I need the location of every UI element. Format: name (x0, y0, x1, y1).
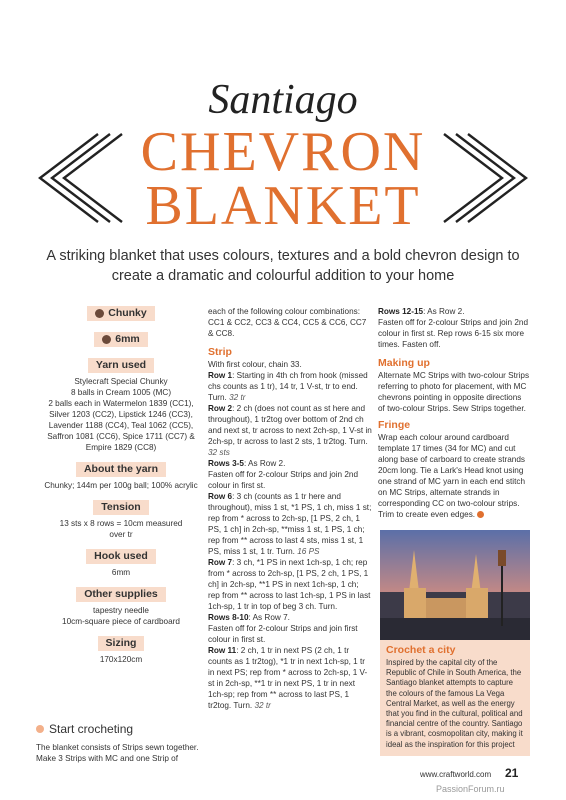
pattern-row (208, 623, 372, 645)
start-text: The blanket consists of Strips sewn together. Make 3 Strips with MC and one Strip of (36, 743, 199, 763)
yarn-used-heading: Yarn used (88, 358, 154, 373)
sizing-heading: Sizing (98, 636, 145, 651)
column-2 (208, 306, 372, 711)
tension-heading: Tension (93, 500, 148, 515)
yarn-used-line: Lavender 1188 (CC4), Teal 1062 (CC5), (48, 421, 194, 430)
start-heading: Start crocheting (49, 722, 134, 736)
city-box (380, 530, 530, 756)
row-count: 32 sts (208, 448, 230, 457)
box-text: Inspired by the capital city of the Republic of Chile in South America, the Santiago blanket attempts to capture the colours of the famous La Vega Central Market, as well as the energy that you find in the cultural, political and financial centre of the country. Santiago is a vibrant, cosmopolitan city, making it ideal as the inspiration for this project (386, 658, 523, 749)
sidebar (36, 306, 206, 665)
weight-pill (87, 306, 155, 321)
fringe-text: Wrap each colour around cardboard template 17 times (34 for MC) and cut along base of carboard to create strands 20cm long. Tie a Lark's Head knot using one strand of MC yarn in each end stitch on MC Strips, alternate strands in corresponding CC on two-colour strips. Trim to create even edges. (378, 433, 526, 519)
row-label: Rows 3-5 (208, 459, 244, 468)
intro-text: A striking blanket that uses colours, textures and a bold chevron design to create a dramatic and colourful addition to your home (46, 248, 520, 284)
making-up-heading: Making up (378, 357, 430, 369)
page-number: 21 (505, 766, 519, 780)
hook-size-label: 6mm (115, 333, 140, 345)
supplies-line: 10cm-square piece of cardboard (62, 617, 180, 626)
pattern-row (208, 557, 372, 612)
yarn-used-line: 8 balls in Cream 1005 (MC) (70, 388, 172, 397)
title-script: Santiago (208, 77, 358, 123)
pattern-row (208, 612, 372, 623)
right-chevron-icon (442, 128, 538, 228)
weight-label: Chunky (108, 307, 147, 319)
row-text: : Starting in 4th ch from hook (missed chs counts as 1 tr), 14 tr, 1 V-st, tr to end. Turn. (208, 371, 368, 402)
yarn-ball-icon (95, 309, 104, 318)
yarn-used-line: Empire 1829 (CC8) (85, 443, 157, 452)
pattern-row (208, 458, 372, 469)
end-mark-icon (477, 511, 484, 518)
row-label: Row 11 (208, 646, 237, 655)
row-text: Fasten off for 2-colour Strips and join first colour in first st. (208, 624, 358, 644)
start-section (36, 722, 202, 764)
row-text: : As Row 7. (248, 613, 290, 622)
pattern-row (208, 370, 372, 403)
tension-line: 13 sts x 8 rows = 10cm measured (59, 519, 183, 528)
row-text: Fasten off for 2-colour Strips and join 2nd colour in first st. (208, 470, 359, 490)
title-line2: BLANKET (145, 175, 421, 237)
hook-size-pill (94, 332, 148, 347)
yarn-used-line: Stylecraft Special Chunky (74, 377, 168, 386)
strip-intro: With first colour, chain 33. (208, 360, 302, 369)
row-text: : As Row 2. (243, 459, 286, 468)
city-photo (380, 530, 530, 640)
pattern-row (208, 645, 372, 711)
pattern-row (378, 306, 530, 317)
supplies-line: tapestry needle (93, 606, 149, 615)
row-text: : 3 ch, *1 PS in next 1ch-sp, 1 ch; rep from * across to 2ch-sp, [1 PS, 2 ch, 1 PS, 1 ch] in 2ch-sp, **1 PS in next 1ch-sp, 1 ch; rep from ** across to last 1ch-sp, 1 PS in last 1ch-sp, 1 tr in top of beg 3 ch. Turn. (208, 558, 371, 611)
pattern-row (208, 491, 372, 557)
row-text: : As Row 2. (423, 307, 465, 316)
box-heading: Crochet a city (386, 644, 456, 656)
row-label: Row 7 (208, 558, 233, 567)
col2-intro: each of the following colour combinations: CC1 & CC2, CC3 & CC4, CC5 & CC6, CC7 & CC8. (208, 307, 367, 338)
watermark: PassionForum.ru (436, 784, 505, 794)
row-count: 32 tr (229, 393, 246, 402)
tension-line: over tr (109, 530, 133, 539)
row-text: : 3 ch (counts as 1 tr here and throughout), miss 1 st, *1 PS, 1 ch, miss 1 st; rep from * across to 2ch-sp, [1 PS, 2 ch, 1 PS, 1 ch] in 2ch-sp, **miss 1 st, 1 PS, 1 ch; rep from ** across to last 4 sts, miss 1 st, 1 PS, miss 1 st, 1 tr. Turn. (208, 492, 372, 556)
yarn-used-line: 2 balls each in Watermelon 1839 (CC1), (48, 399, 194, 408)
title-line1: CHEVRON (140, 121, 426, 183)
rows-more-text: Fasten off for 2-colour Strips and join 2nd colour in first st. Rep rows 6-15 six more times. Fasten off. (378, 318, 529, 349)
row-label: Rows 12-15 (378, 307, 424, 316)
row-label: Row 2 (208, 404, 233, 413)
pattern-row (208, 469, 372, 491)
bullet-icon (36, 725, 44, 733)
row-text: : 2 ch, 1 tr in next PS (2 ch, 1 tr counts as 1 tr2tog), *1 tr in next 1ch-sp, 1 tr in next PS; rep from * across to 2ch-sp, 1 V-st in 2ch-sp, **1 tr in next PS, 1 tr in next 1ch-sp; rep from ** across to last PS, 1 tr2tog. Turn. (208, 646, 368, 710)
row-count: 16 PS (297, 547, 320, 556)
site-url: www.craftworld.com (420, 770, 492, 779)
hook-icon (102, 335, 111, 344)
row-text: : 2 ch (does not count as st here and throughout), 1 tr2tog over bottom of 2nd ch and next st, tr across to next 2ch-sp, 1 V-st in 2ch-sp, tr across to last 2 sts, 1 tr2tog. Turn. (208, 404, 372, 446)
row-label: Rows 8-10 (208, 613, 249, 622)
hook-used-heading: Hook used (86, 549, 156, 564)
hook-used-text: 6mm (111, 568, 131, 577)
row-label: Row 6 (208, 492, 233, 501)
making-up-text: Alternate MC Strips with two-colour Strips referring to photo for placement, with MC chevrons pointing in opposite directions of two-colour Strips. Sew Strips together. (378, 371, 530, 413)
supplies-heading: Other supplies (76, 587, 166, 602)
pattern-row (208, 403, 372, 458)
left-chevron-icon (28, 128, 124, 228)
strip-heading: Strip (208, 346, 232, 358)
about-yarn-text: Chunky; 144m per 100g ball; 100% acrylic (44, 481, 198, 490)
yarn-used-line: Saffron 1081 (CC6), Spice 1711 (CC7) & (47, 432, 195, 441)
sizing-text: 170x120cm (99, 655, 143, 664)
column-3 (378, 306, 530, 520)
row-count: 32 tr (254, 701, 271, 710)
about-yarn-heading: About the yarn (76, 462, 166, 477)
row-label: Row 1 (208, 371, 233, 380)
fringe-heading: Fringe (378, 419, 411, 431)
yarn-used-line: Silver 1203 (CC2), Lipstick 1246 (CC3), (49, 410, 193, 419)
